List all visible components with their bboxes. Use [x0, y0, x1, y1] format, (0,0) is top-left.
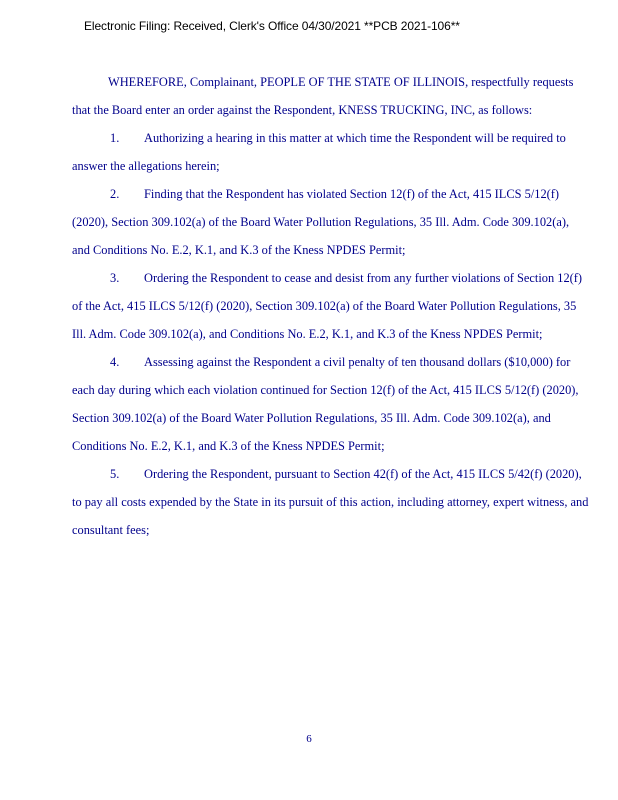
intro-paragraph: WHEREFORE, Complainant, PEOPLE OF THE STATE OF ILLINOIS, respectfully requests that the Board enter an order against the Respondent, KNESS TRUCKING, INC, as follows:: [72, 75, 574, 117]
item-text: Authorizing a hearing in this matter at which time the Respondent will be required to answer the allegations herein;: [72, 131, 566, 173]
item-number: 4.: [110, 355, 120, 369]
item-number: 5.: [110, 467, 120, 481]
relief-item-5: [72, 460, 590, 544]
item-text: Ordering the Respondent to cease and desist from any further violations of Section 12(f) of the Act, 415 ILCS 5/12(f) (2020), Section 309.102(a) of the Board Water Pollution Regulations, 35 Ill. Adm. Code 309.102(a), and Conditions No. E.2, K.1, and K.3 of the Kness NPDES Permit;: [72, 271, 583, 341]
item-text: Assessing against the Respondent a civil penalty of ten thousand dollars ($10,000) for each day during which each violation continued for Section 12(f) of the Act, 415 ILCS 5/12(f) (2020), Section 309.102(a) of the Board Water Pollution Regulations, 35 Ill. Adm. Code 309.102(a), and Conditions No. E.2, K.1, and K.3 of the Kness NPDES Permit;: [72, 355, 579, 453]
relief-item-2: [72, 180, 590, 264]
page-number: 6: [306, 733, 312, 745]
relief-item-1: [72, 124, 590, 180]
item-text: Finding that the Respondent has violated Section 12(f) of the Act, 415 ILCS 5/12(f) (2020), Section 309.102(a) of the Board Water Pollution Regulations, 35 Ill. Adm. Code 309.102(a), and Conditions No. E.2, K.1, and K.3 of the Kness NPDES Permit;: [72, 187, 570, 257]
filing-stamp-header: Electronic Filing: Received, Clerk's Office 04/30/2021 **PCB 2021-106**: [84, 19, 460, 33]
item-number: 3.: [110, 271, 120, 285]
item-number: 1.: [110, 131, 120, 145]
item-number: 2.: [110, 187, 120, 201]
relief-item-3: [72, 264, 590, 348]
relief-item-4: [72, 348, 590, 460]
prayer-for-relief: [72, 68, 590, 544]
item-text: Ordering the Respondent, pursuant to Section 42(f) of the Act, 415 ILCS 5/42(f) (2020), to pay all costs expended by the State in its pursuit of this action, including attorney, expert witness, and consultant fees;: [72, 467, 589, 537]
